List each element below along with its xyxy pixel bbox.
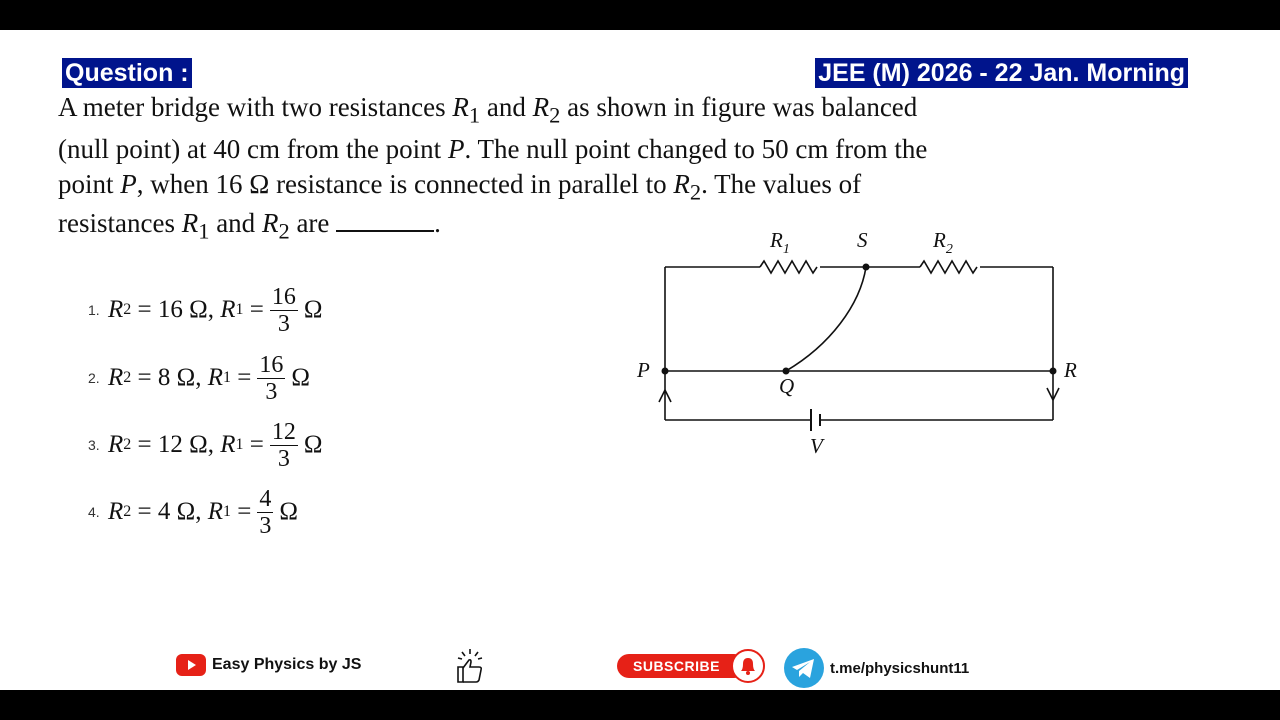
question-label: Question : [62, 58, 192, 88]
fraction: $\frac{16}{3}$ [271, 283, 296, 337]
label-s: S [857, 228, 868, 252]
node-p [662, 368, 669, 375]
option-3-formula: R 2 = 12 Ω, R 1 = $\frac{12}{3}$ Ω [108, 418, 323, 472]
resistor-r1 [760, 261, 817, 273]
question-line-4: resistances $R_1$ and $R_2$ are . [58, 208, 441, 244]
fraction: $\frac{16}{3}$ [259, 351, 284, 405]
question-line-2: (null point) at 40 cm from the point P. The null point changed to 50 cm from the [58, 134, 928, 164]
node-r [1050, 368, 1057, 375]
meter-bridge-diagram [620, 225, 1100, 465]
bell-icon [730, 648, 766, 684]
label-v: V [810, 434, 823, 458]
option-3[interactable]: 3. R 2 = 12 Ω, R 1 = $\frac{12}{3}$ Ω [88, 418, 323, 472]
exam-label: JEE (M) 2026 - 22 Jan. Morning [815, 58, 1188, 88]
question-line-3: point P, when 16 Ω resistance is connected in parallel to $R_2$. The values of [58, 169, 862, 205]
slide [0, 30, 1280, 690]
footer [0, 645, 1280, 690]
subscribe-button[interactable]: SUBSCRIBE [617, 648, 766, 684]
fraction: $\frac{4}{3}$ [259, 485, 272, 539]
option-4-formula: R 2 = 4 Ω, R 1 = $\frac{4}{3}$ Ω [108, 485, 298, 539]
label-q: Q [779, 374, 795, 398]
youtube-icon [176, 654, 206, 676]
jockey-wire [786, 267, 866, 371]
option-4[interactable]: 4. R 2 = 4 Ω, R 1 = $\frac{4}{3}$ Ω [88, 485, 298, 539]
resistor-r2 [920, 261, 977, 273]
question-line-1: A meter bridge with two resistances $R_1$ and $R_2$ as shown in figure was balanced [58, 92, 918, 128]
answer-blank [336, 212, 434, 232]
telegram-link[interactable]: t.me/physicshunt11 [783, 648, 969, 688]
telegram-icon [783, 648, 825, 688]
label-r: R [1064, 358, 1077, 382]
option-1-formula: R 2 = 16 Ω, R 1 = $\frac{16}{3}$ Ω [108, 283, 323, 337]
option-2[interactable]: 2. R 2 = 8 Ω, R 1 = $\frac{16}{3}$ Ω [88, 351, 310, 405]
label-p: P [637, 358, 650, 382]
label-r2: $R_2$ [933, 228, 953, 257]
thumbs-up-icon [452, 647, 488, 685]
like-button[interactable] [452, 647, 488, 685]
channel-link[interactable]: Easy Physics by JS [176, 654, 361, 676]
option-1[interactable]: 1. R 2 = 16 Ω, R 1 = $\frac{16}{3}$ Ω [88, 283, 323, 337]
option-2-formula: R 2 = 8 Ω, R 1 = $\frac{16}{3}$ Ω [108, 351, 310, 405]
fraction: $\frac{12}{3}$ [271, 418, 296, 472]
node-s [863, 264, 870, 271]
label-r1: $R_1$ [770, 228, 790, 257]
